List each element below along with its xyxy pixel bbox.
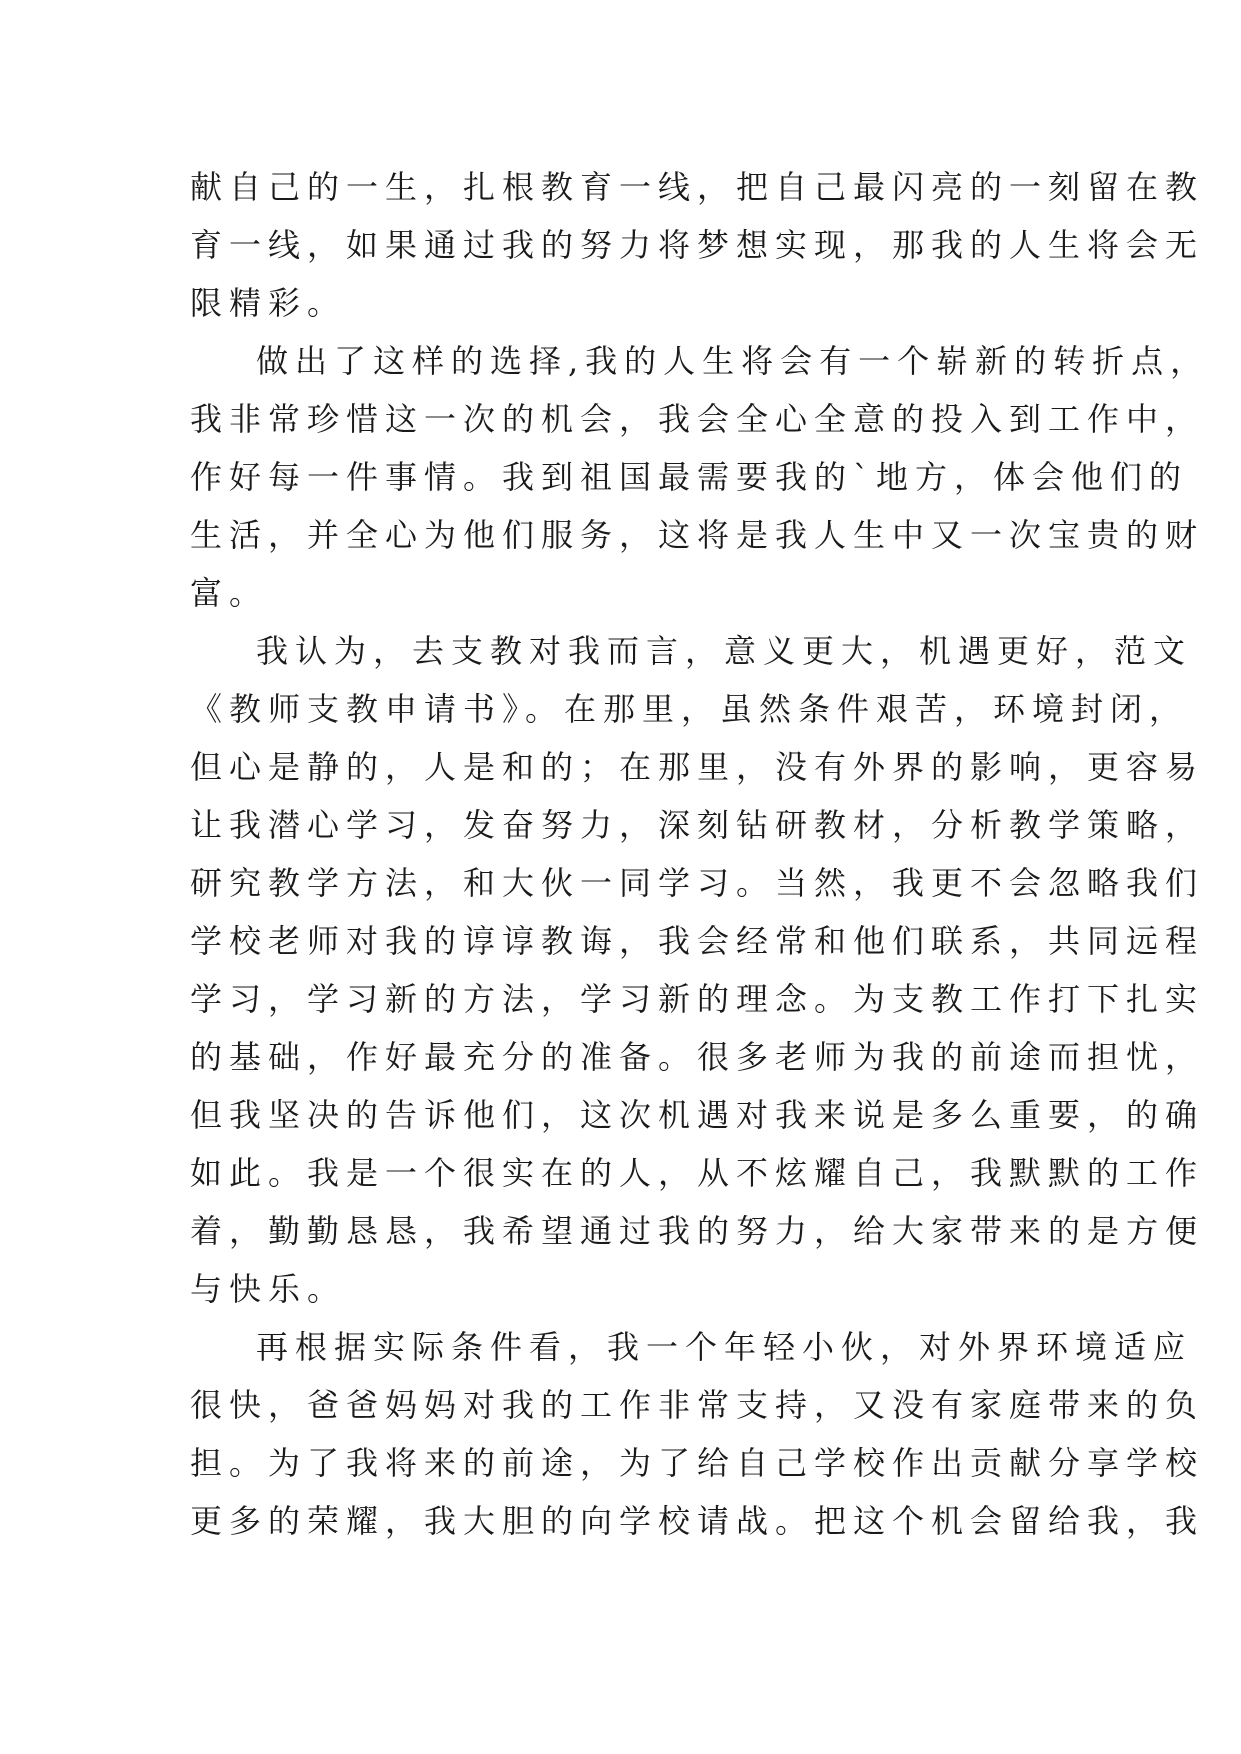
- paragraph-2: [190, 332, 1210, 622]
- text-line: 与快乐。: [190, 1270, 347, 1308]
- text-line: 做出了这样的选择,我的人生将会有一个崭新的转折点，: [256, 342, 1210, 380]
- text-line: 但心是静的，人是和的；在那里，没有外界的影响，更容易: [190, 748, 1205, 786]
- text-line: 《教师支教申请书》。在那里，虽然条件艰苦，环境封闭，: [190, 690, 1189, 728]
- text-line: 我非常珍惜这一次的机会，我会全心全意的投入到工作中，: [190, 400, 1205, 438]
- document-body: [190, 158, 1210, 1550]
- text-line: 研究教学方法，和大伙一同学习。当然，我更不会忽略我们: [190, 864, 1205, 902]
- paragraph-4: [190, 1318, 1205, 1550]
- text-line: 育一线，如果通过我的努力将梦想实现，那我的人生将会无: [190, 226, 1205, 264]
- text-line: 献自己的一生，扎根教育一线，把自己最闪亮的一刻留在教: [190, 168, 1205, 206]
- text-line: 如此。我是一个很实在的人，从不炫耀自己，我默默的工作: [190, 1154, 1205, 1192]
- paragraph-3: [190, 622, 1205, 1318]
- text-line: 的基础，作好最充分的准备。很多老师为我的前途而担忧，: [190, 1038, 1205, 1076]
- paragraph-1: [190, 158, 1205, 332]
- text-line: 学校老师对我的谆谆教诲，我会经常和他们联系，共同远程: [190, 922, 1205, 960]
- text-line: 更多的荣耀，我大胆的向学校请战。把这个机会留给我，我: [190, 1502, 1205, 1540]
- text-line: 担。为了我将来的前途，为了给自己学校作出贡献分享学校: [190, 1444, 1205, 1482]
- text-line: 限精彩。: [190, 284, 347, 322]
- text-line: 作好每一件事情。我到祖国最需要我的`地方，体会他们的: [190, 458, 1189, 496]
- text-line: 再根据实际条件看，我一个年轻小伙，对外界环境适应: [256, 1328, 1193, 1366]
- text-line: 我认为，去支教对我而言，意义更大，机遇更好，范文: [256, 632, 1193, 670]
- text-line: 富。: [190, 574, 269, 612]
- text-line: 让我潜心学习，发奋努力，深刻钻研教材，分析教学策略，: [190, 806, 1205, 844]
- text-line: 生活，并全心为他们服务，这将是我人生中又一次宝贵的财: [190, 516, 1205, 554]
- text-line: 学习，学习新的方法，学习新的理念。为支教工作打下扎实: [190, 980, 1205, 1018]
- text-line: 很快，爸爸妈妈对我的工作非常支持，又没有家庭带来的负: [190, 1386, 1205, 1424]
- text-line: 着，勤勤恳恳，我希望通过我的努力，给大家带来的是方便: [190, 1212, 1205, 1250]
- text-line: 但我坚决的告诉他们，这次机遇对我来说是多么重要，的确: [190, 1096, 1205, 1134]
